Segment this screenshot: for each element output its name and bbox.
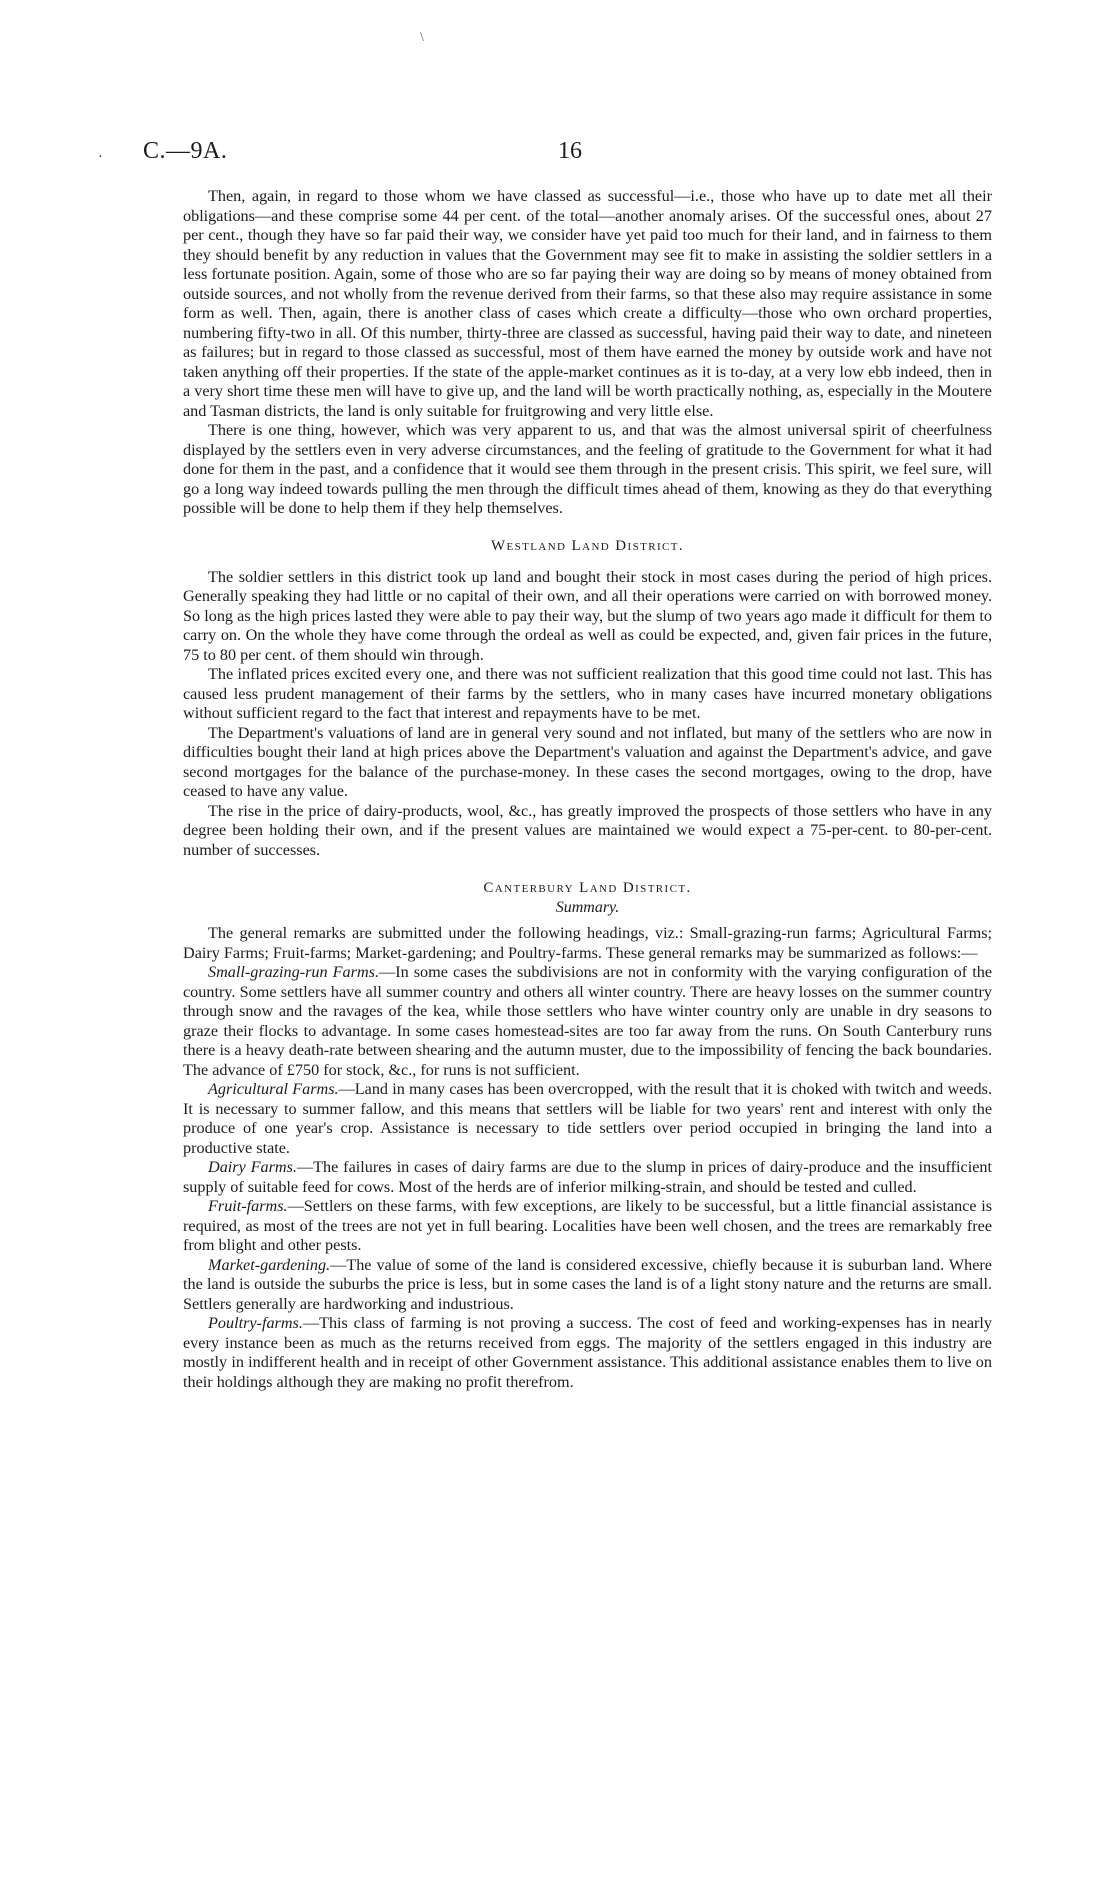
body-paragraph: Then, again, in regard to those whom we have classed as successful—i.e., those who have up to date met all their obligations—and these comprise some 44 per cent. of the total—another anomaly arises. Of the successful ones, about 27 per cent., though they have so far paid their way, we consider have yet paid too much for their land, and in fairness to them they should benefit by any reduction in values that the Government may see fit to make in assisting the soldier settlers in a less fortunate position. Again, some of those who are so far paying their way are doing so by means of money obtained from outside sources, and not wholly from the revenue derived from their farms, so that these also may require assistance in some form as well. Then, again, there is another class of cases which create a difficulty—those who own orchard properties, numbering fifty-two in all. Of this number, thirty-three are classed as successful, having paid their way to date, and nineteen as failures; but in regard to those classed as successful, most of them have earned the money by outside work and have not taken anything off their properties. If the state of the apple-market continues as it is to-day, at a very low ebb indeed, then in a very short time these men will have to give up, and the land will be worth practically nothing, as, especially in the Moutere and Tasman districts, the land is only suitable for fruitgrowing and very little else.	[183, 187, 992, 420]
item-text: —Land in many cases has been overcropped, with the result that it is choked with twitch and weeds. It is necessary to summer fallow, and this means that settlers will be liable for two years' rent and interest with only the produce of one year's crop. Assistance is necessary to tide settlers over period occupied in bringing the land into a productive state.	[183, 1080, 992, 1157]
summary-item-agricultural	[183, 1080, 992, 1158]
summary-item-fruit	[183, 1197, 992, 1256]
section-heading-canterbury: Canterbury Land District.	[483, 880, 692, 896]
item-text: —In some cases the subdivisions are not in conformity with the varying configuration of the country. Some settlers have all summer country and others all winter country. There are heavy losses on the summer country through snow and the ravages of the kea, while those settlers who have winter country only are unable in dry seasons to graze their flocks to advantage. In some cases homestead-sites are too far away from the runs. On South Canterbury runs there is a heavy death-rate between shearing and the autumn muster, due to the impossibility of fencing the back boundaries. The advance of £750 for stock, &c., for runs is not sufficient.	[183, 963, 993, 1079]
westland-paragraph: The inflated prices excited every one, and there was not sufficient realization that this good time could not last. This has caused less prudent management of their farms by the settlers, who in many cases have incurred monetary obligations without sufficient regard to the fact that interest and repayments have to be met.	[183, 665, 992, 722]
item-text: —Settlers on these farms, with few exceptions, are likely to be successful, but a little financial assistance is required, as most of the trees are not yet in full bearing. Localities have been well chosen, and the trees are remarkably free from blight and other pests.	[183, 1197, 992, 1254]
item-lead: Fruit-farms.	[208, 1197, 288, 1215]
item-lead: Small-grazing-run Farms.	[208, 963, 379, 981]
item-text: —The value of some of the land is considered excessive, chiefly because it is suburban land. Where the land is outside the suburbs the price is less, but in some cases the land is of a light stony nature and the returns are small. Settlers generally are hardworking and industrious.	[183, 1255, 992, 1313]
page-number: 16	[558, 138, 582, 164]
item-lead: Poultry-farms.	[208, 1314, 303, 1332]
westland-paragraph: The soldier settlers in this district took up land and bought their stock in most cases during the period of high prices. Generally speaking they had little or no capital of their own, and all their operations were carried on with borrowed money. So long as the high prices lasted they were able to pay their way, but the slump of two years ago made it difficult for them to carry on. On the whole they have come through the ordeal as well as could be expected, and, given fair prices in the future, 75 to 80 per cent. of them should win through.	[183, 567, 992, 664]
document-reference: C.—9A.	[143, 138, 228, 164]
subheading-summary: Summary.	[555, 899, 620, 916]
summary-item-dairy	[183, 1158, 992, 1197]
summary-item-poultry	[183, 1314, 992, 1392]
item-lead: Dairy Farms.	[208, 1158, 297, 1176]
item-lead: Agricultural Farms.	[208, 1080, 339, 1098]
scan-mark: \	[420, 30, 424, 45]
page-content	[183, 187, 992, 1392]
canterbury-intro: The general remarks are submitted under the following headings, viz.: Small-grazing-run farms; Agricultural Farms; Dairy Farms; Fruit-farms; Market-gardening; and Poultry-farms. These general remarks may be summarized as follows:—	[183, 924, 992, 962]
item-lead: Market-gardening.	[208, 1255, 331, 1274]
westland-paragraph: The rise in the price of dairy-products, wool, &c., has greatly improved the prospects of those settlers who have in any degree been holding their own, and if the present values are maintained we would expect a 75-per-cent. to 80-per-cent. number of successes.	[183, 801, 992, 859]
body-paragraph: There is one thing, however, which was very apparent to us, and that was the almost universal spirit of cheerfulness displayed by the settlers even in very adverse circumstances, and the feeling of gratitude to the Government for what it had done for them in the past, and a confidence that it would see them through in the present crisis. This spirit, we feel sure, will go a long way indeed towards pulling the men through the difficult times ahead of them, knowing as they do that everything possible will be done to help them if they help themselves.	[183, 421, 992, 517]
section-heading-westland: Westland Land District.	[490, 537, 685, 554]
margin-dot: ·	[98, 150, 103, 165]
summary-item-market-gardening	[183, 1256, 992, 1315]
westland-paragraph: The Department's valuations of land are in general very sound and not inflated, but many of the settlers who are now in difficulties bought their land at high prices above the Department's valuation and against the Department's advice, and gave second mortgages for the balance of the purchase-money. In these cases the second mortgages, owing to the drop, have ceased to have any value.	[183, 723, 992, 800]
item-text: —The failures in cases of dairy farms are due to the slump in prices of dairy-produce and the insufficient supply of suitable feed for cows. Most of the herds are of inferior milking-strain, and should be tested and culled.	[183, 1158, 992, 1196]
summary-item-small-grazing-run	[183, 963, 992, 1080]
item-text: —This class of farming is not proving a success. The cost of feed and working-expenses has in nearly every instance been as much as the returns received from eggs. The majority of the settlers engaged in this industry are mostly in indifferent health and in receipt of other Government assistance. This additional assistance enables them to live on their holdings although they are making no profit therefrom.	[183, 1314, 992, 1391]
